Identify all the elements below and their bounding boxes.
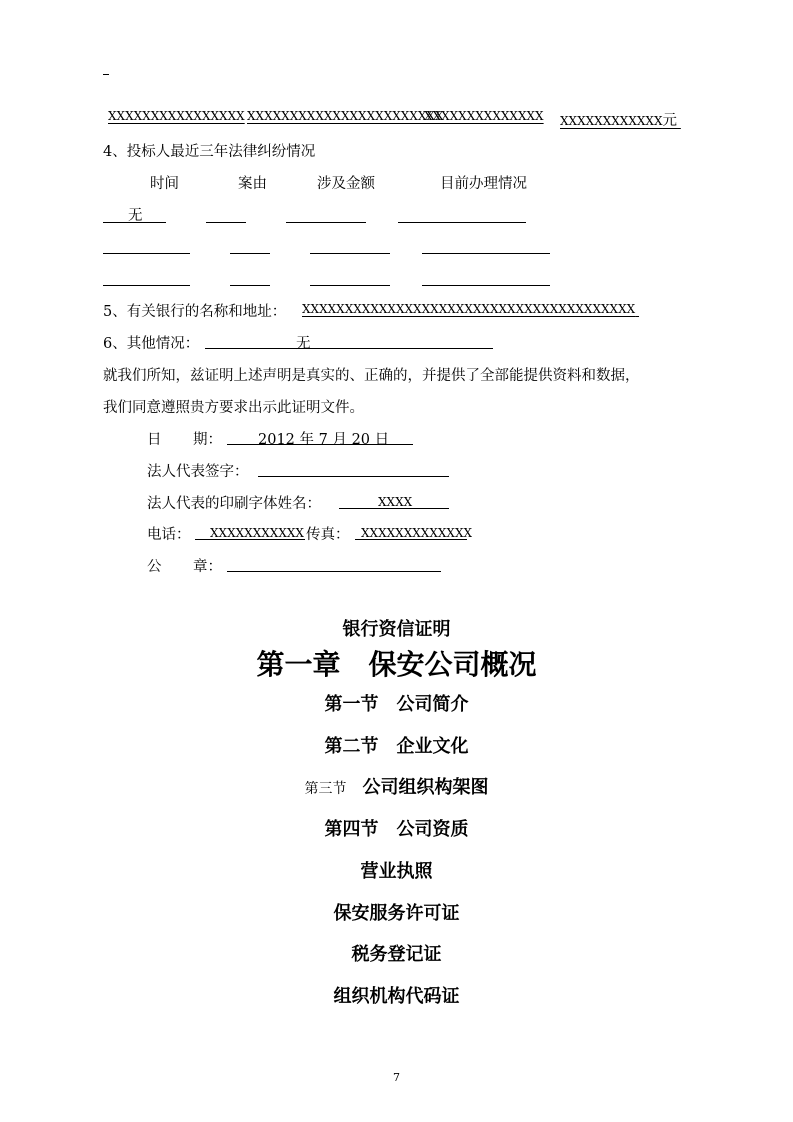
blank-r2c2	[230, 253, 270, 254]
rep-sign-blank	[258, 476, 449, 477]
blank-r3c2	[230, 285, 270, 286]
section-1-title: 第一节 公司简介	[324, 694, 469, 715]
item-security-permit: 保安服务许可证	[333, 903, 460, 924]
stray-underline	[103, 74, 109, 75]
top-cell-2: XXXXXXXXXXXXXXXXXXXXXXX	[247, 109, 444, 123]
col-cause: 案由	[238, 176, 267, 192]
top-cell-4	[560, 109, 681, 130]
blank-r3c3	[310, 285, 390, 286]
seal-blank	[227, 571, 441, 572]
section-3-prefix: 第三节	[304, 781, 347, 797]
fax-value: XXXXXXXXXXXXX	[361, 526, 473, 540]
fax-label: 传真：	[306, 527, 350, 543]
col-amount: 涉及金额	[317, 176, 375, 192]
top-cell-4-unit: 元	[662, 113, 678, 129]
phone-value: XXXXXXXXXXX	[210, 526, 304, 540]
date-label-1: 日	[147, 432, 162, 448]
statement-line-1: 就我们所知，兹证明上述声明是真实的、正确的，并提供了全部能提供资料和数据，	[103, 368, 640, 384]
statement-line-2: 我们同意遵照贵方要求出示此证明文件。	[103, 400, 364, 416]
blank-r1c3	[286, 222, 366, 223]
bank-label: 5、有关银行的名称和地址：	[103, 304, 287, 320]
rep-print-value: XXXX	[378, 495, 413, 509]
bank-cert-heading: 银行资信证明	[342, 619, 451, 640]
blank-r1c1	[103, 222, 166, 223]
page-number: 7	[393, 1071, 400, 1084]
seal-label-2: 章：	[193, 559, 222, 575]
section-2-title: 第二节 企业文化	[324, 736, 469, 757]
blank-r2c4	[422, 253, 550, 254]
top-cell-4-value: XXXXXXXXXXXX	[560, 114, 663, 128]
litigation-heading: 4、投标人最近三年法律纠纷情况	[103, 144, 316, 160]
date-blank	[227, 444, 413, 445]
other-blank	[205, 348, 493, 349]
bank-value	[302, 302, 639, 316]
other-value: 无	[296, 336, 311, 352]
blank-r1c2	[206, 222, 246, 223]
date-value: 2012 年 7 月 20 日	[258, 432, 390, 448]
section-4-title: 第四节 公司资质	[324, 819, 469, 840]
section-3-text: 公司组织构架图	[362, 777, 489, 798]
rep-print-blank	[339, 508, 449, 509]
blank-r2c3	[310, 253, 390, 254]
phone-label: 电话：	[147, 527, 191, 543]
rep-sign-label: 法人代表签字：	[147, 464, 249, 480]
seal-label-1: 公	[147, 559, 162, 575]
blank-r3c4	[422, 285, 550, 286]
litigation-first-value: 无	[128, 208, 143, 224]
date-label-2: 期：	[193, 432, 222, 448]
item-tax-registration: 税务登记证	[351, 944, 442, 965]
bank-value-text: XXXXXXXXXXXXXXXXXXXXXXXXXXXXXXXXXXXXXXX	[302, 302, 636, 316]
blank-r3c1	[103, 285, 190, 286]
top-cell-3: XXXXXXXXXXXXXX	[424, 109, 544, 123]
phone-blank	[195, 539, 305, 540]
other-label: 6、其他情况：	[103, 336, 200, 352]
item-org-code: 组织机构代码证	[333, 986, 460, 1007]
col-status: 目前办理情况	[440, 176, 527, 192]
top-cell-1: XXXXXXXXXXXXXXXX	[108, 109, 245, 123]
blank-r2c1	[103, 253, 190, 254]
col-time: 时间	[150, 176, 179, 192]
blank-r1c4	[398, 222, 526, 223]
chapter-title: 第一章 保安公司概况	[256, 648, 537, 681]
section-3-title	[0, 773, 793, 799]
item-business-license: 营业执照	[360, 861, 433, 882]
fax-blank	[355, 539, 467, 540]
rep-print-label: 法人代表的印刷字体姓名：	[147, 496, 321, 512]
